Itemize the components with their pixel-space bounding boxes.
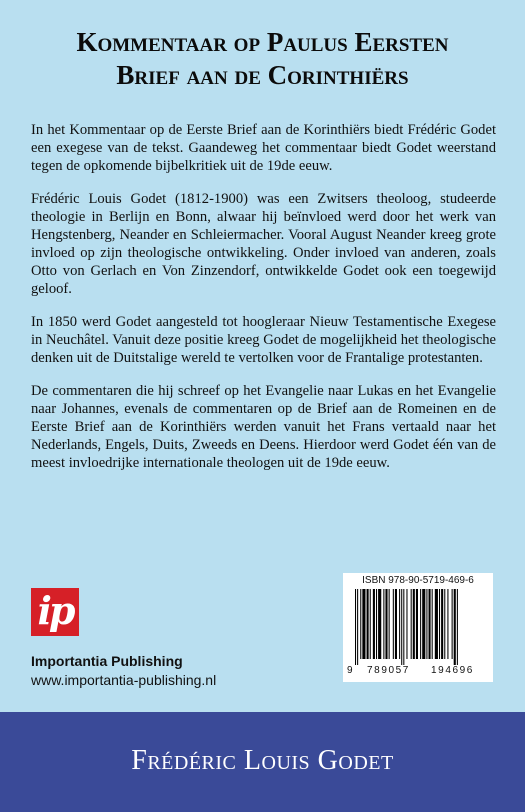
author-name: Frédéric Louis Godet: [131, 745, 394, 776]
barcode-bar: [411, 589, 412, 659]
barcode-bar: [435, 589, 438, 659]
barcode-bar: [399, 589, 400, 659]
barcode-bar: [416, 589, 418, 659]
barcode-digit-first: 9: [347, 665, 353, 676]
barcode-bars: [353, 589, 486, 665]
barcode-bar: [401, 589, 402, 665]
barcode-bar: [378, 589, 381, 659]
barcode-bar: [403, 589, 404, 665]
barcode-bar: [393, 589, 394, 659]
book-title: [0, 26, 525, 92]
barcode-bar: [373, 589, 375, 659]
publisher-url: www.importantia-publishing.nl: [31, 672, 217, 688]
barcode-bar: [420, 589, 421, 659]
book-title-line-2: Brief aan de Corinthiërs: [116, 60, 409, 90]
barcode-bar: [370, 589, 371, 659]
barcode-digits: [343, 664, 493, 678]
book-title-line-1: Kommentaar op Paulus Eersten: [76, 27, 449, 57]
barcode-bar: [422, 589, 425, 659]
barcode-bar: [457, 589, 458, 665]
barcode-bar: [441, 589, 443, 659]
barcode-bar: [389, 589, 390, 659]
barcode-bar: [452, 589, 453, 659]
barcode-bar: [447, 589, 448, 659]
barcode-digits-left: 789057: [367, 665, 410, 676]
barcode-bar: [383, 589, 384, 659]
barcode-bar: [432, 589, 433, 659]
blurb-paragraph-1: In het Kommentaar op de Eerste Brief aan de Korinthiërs biedt Frédéric Godet een exegese van de tekst. Gaandeweg het commentaar biedt Godet weerstand tegen de opkomende bijbelkritiek uit de 19de eeuw.: [31, 122, 496, 174]
barcode-bar: [413, 589, 415, 659]
publisher-info: [31, 652, 216, 690]
barcode-bar: [444, 589, 445, 659]
isbn-label: ISBN 978-90-5719-469-6: [362, 575, 474, 586]
barcode-digits-right: 194696: [431, 665, 474, 676]
barcode-bar: [357, 589, 358, 665]
barcode-bar: [439, 589, 440, 659]
blurb: [31, 121, 496, 487]
barcode-bar: [376, 589, 377, 659]
publisher-logo: [31, 588, 79, 636]
barcode-bar: [406, 589, 407, 659]
barcode-bar: [454, 589, 456, 665]
barcode-bar: [362, 589, 365, 659]
barcode-bar: [360, 589, 361, 659]
blurb-paragraph-3: In 1850 werd Godet aangesteld tot hoogleraar Nieuw Testamentische Exegese in Neuchâtel. Vanuit deze positie kreeg Godet de mogelijkheid het theologische denken uit de Duitstalige wereld te vertolken voor de Frantalige protestanten.: [31, 314, 496, 366]
barcode-bar: [426, 589, 427, 659]
barcode-bar: [385, 589, 387, 659]
footer-band: [0, 712, 525, 812]
publisher-name: Importantia Publishing: [31, 653, 183, 669]
barcode: [343, 573, 493, 682]
barcode-bar: [355, 589, 356, 665]
publisher-logo-text: ip: [37, 588, 73, 633]
blurb-paragraph-2: Frédéric Louis Godet (1812-1900) was een Zwitsers theoloog, studeerde theologie in Berlijn en Bonn, alwaar hij beïnvloed werd door het werk van Hengstenberg, Neander en Schleiermacher. Vooral August Neander kreeg grote invloed op zijn theologische ontwikkeling. Onder invloed van anderen, zoals Otto von Gerlach en Von Zinzendorf, ontwikkelde Godet ook een toegewijd geloof.: [31, 191, 496, 297]
blurb-paragraph-4: De commentaren die hij schreef op het Evangelie naar Lukas en het Evangelie naar Johannes, evenals de commentaren op de Brief aan de Romeinen en de Eerste Brief aan de Korinthiërs werden vanuit het Frans vertaald naar het Nederlands, Engels, Duits, Zweeds en Deens. Hierdoor werd Godet één van de meest invloedrijke internationale theologen uit de 19de eeuw.: [31, 383, 496, 471]
barcode-bar: [395, 589, 397, 659]
barcode-bar: [367, 589, 369, 659]
barcode-bar: [429, 589, 431, 659]
